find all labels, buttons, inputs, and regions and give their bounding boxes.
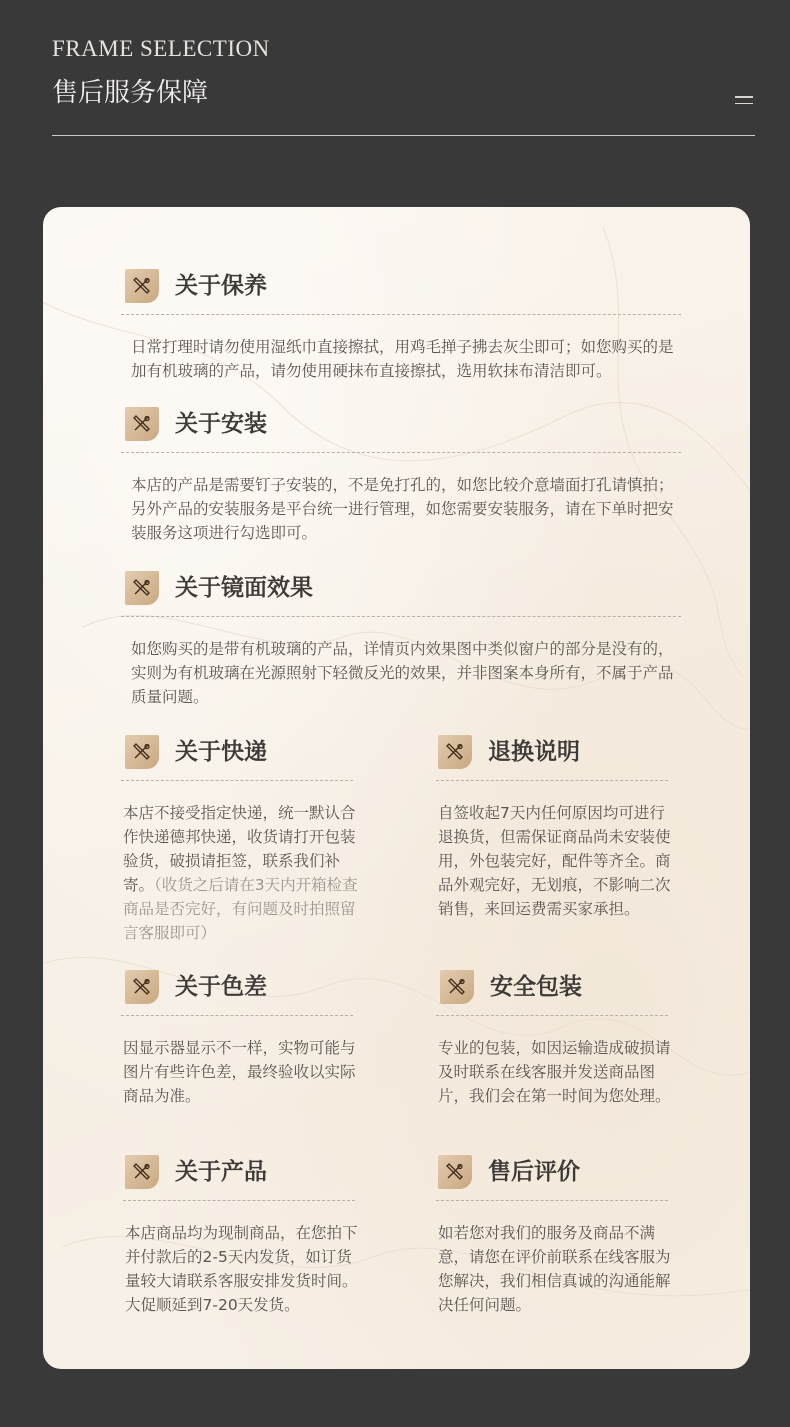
section-color: [123, 970, 365, 1105]
section-divider: [121, 452, 681, 453]
tools-icon: [125, 571, 159, 605]
service-card: [43, 207, 750, 1369]
page-title: 售后服务保障: [52, 78, 209, 108]
page-header: [52, 34, 755, 110]
section-title: 售后评价: [488, 1159, 580, 1185]
tools-icon: [125, 1155, 159, 1189]
tools-icon: [125, 269, 159, 303]
section-title: 关于色差: [175, 974, 267, 1000]
section-returns: [438, 735, 678, 918]
section-divider: [436, 1200, 668, 1201]
section-divider: [121, 314, 681, 315]
brand-name: FRAME SELECTION: [52, 36, 270, 61]
tools-icon: [125, 735, 159, 769]
tools-icon: [438, 1155, 472, 1189]
section-text: 如您购买的是带有机玻璃的产品，详情页内效果图中类似窗户的部分是没有的，实则为有机玻璃在光源照射下轻微反光的效果，并非图案本身所有，不属于产品质量问题。: [131, 640, 674, 706]
section-title: 安全包装: [490, 974, 582, 1000]
section-divider: [123, 1200, 355, 1201]
section-title: 关于快递: [175, 739, 267, 765]
section-title: 退换说明: [488, 739, 580, 765]
header-divider: [52, 135, 755, 136]
tools-icon: [440, 970, 474, 1004]
section-text: 本店商品均为现制商品，在您拍下并付款后的2-5天内发货，如订货量较大请联系客服安排发货时间。大促顺延到7-20天发货。: [125, 1224, 358, 1314]
section-text: 本店的产品是需要钉子安装的，不是免打孔的，如您比较介意墙面打孔请慎拍；另外产品的安装服务是平台统一进行管理，如您需要安装服务，请在下单时把安装服务这项进行勾选即可。: [131, 476, 674, 542]
tools-icon: [438, 735, 472, 769]
section-care: [125, 269, 680, 380]
section-title: 关于产品: [175, 1159, 267, 1185]
section-mirror: [125, 571, 680, 706]
section-text: 日常打理时请勿使用湿纸巾直接擦拭，用鸡毛掸子拂去灰尘即可；如您购买的是加有机玻璃的产品，请勿使用硬抹布直接擦拭，选用软抹布清洁即可。: [131, 338, 674, 380]
section-text: [123, 801, 361, 945]
section-text: 自签收起7天内任何原因均可进行退换货，但需保证商品尚未安装使用，外包装完好，配件等齐全。商品外观完好，无划痕，不影响二次销售，来回运费需买家承担。: [438, 804, 671, 918]
section-title: 关于安装: [175, 411, 267, 437]
delivery-text: 本店不接受指定快递，统一默认合作快递德邦快递，收货请打开包装验货，破损请拒签，联系我们补寄。: [123, 804, 356, 894]
hamburger-menu-icon[interactable]: [735, 96, 753, 104]
section-review: [438, 1155, 678, 1314]
tools-icon: [125, 407, 159, 441]
section-product: [125, 1155, 365, 1314]
section-title: 关于镜面效果: [175, 575, 313, 601]
section-delivery: [123, 735, 365, 942]
section-packing: [438, 970, 680, 1105]
section-divider: [436, 1015, 668, 1016]
tools-icon: [125, 970, 159, 1004]
section-divider: [121, 780, 353, 781]
section-title: 关于保养: [175, 273, 267, 299]
section-text: 如若您对我们的服务及商品不满意，请您在评价前联系在线客服为您解决，我们相信真诚的沟通能解决任何问题。: [438, 1224, 671, 1314]
section-divider: [121, 1015, 353, 1016]
section-install: [125, 407, 680, 542]
section-divider: [121, 616, 681, 617]
section-divider: [436, 780, 668, 781]
section-text: 专业的包装，如因运输造成破损请及时联系在线客服并发送商品图片，我们会在第一时间为您处理。: [438, 1039, 671, 1105]
delivery-note: （收货之后请在3天内开箱检查商品是否完好，有问题及时拍照留言客服即可）: [123, 876, 358, 942]
section-text: 因显示器显示不一样，实物可能与图片有些许色差，最终验收以实际商品为准。: [123, 1039, 356, 1105]
